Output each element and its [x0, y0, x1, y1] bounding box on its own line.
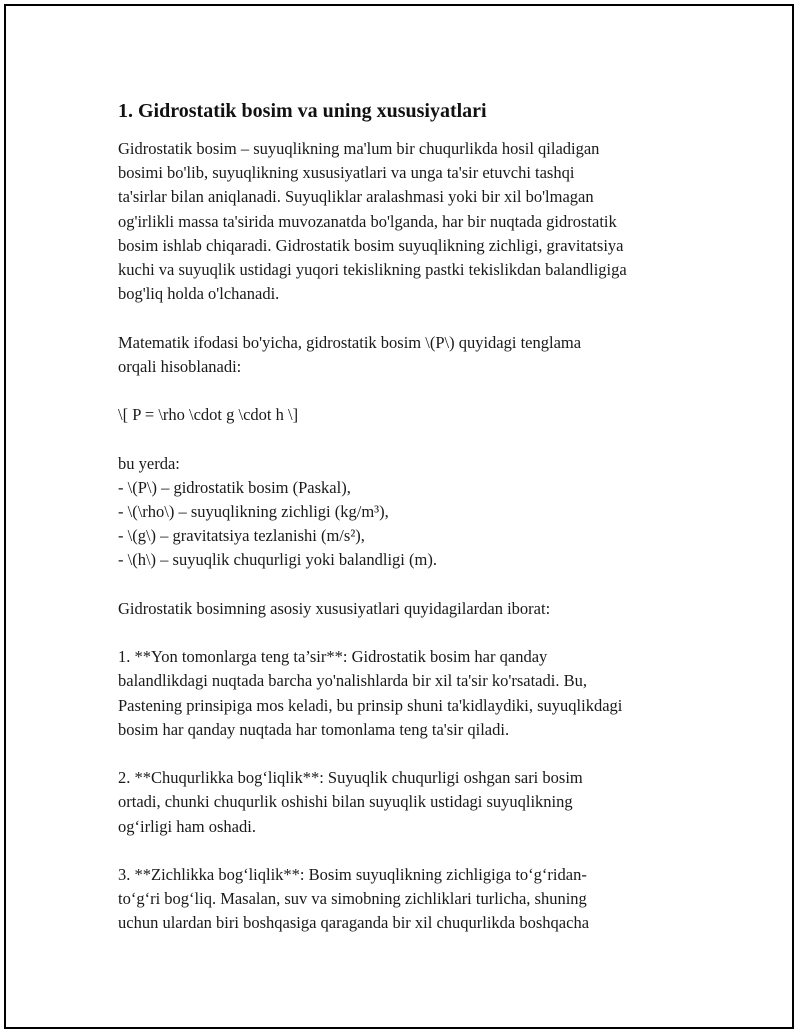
paragraph-property-2	[118, 766, 708, 839]
text-line: Pastening prinsipiga mos keladi, bu prinsip shuni ta'kidlaydiki, suyuqlikdagi	[118, 695, 623, 715]
text-line: 3. **Zichlikka bog‘liqlik**: Bosim suyuqlikning zichligiga to‘g‘ridan-	[118, 864, 587, 884]
text-line: kuchi va suyuqlik ustidagi yuqori tekislikning pastki tekislikdan balandligiga	[118, 260, 627, 280]
text-line: bosim har qanday nuqtada har tomonlama teng ta'sir qiladi.	[118, 719, 510, 739]
paragraph-formula	[118, 403, 708, 427]
text-line: ortadi, chunki chuqurlik oshishi bilan suyuqlik ustidagi suyuqlikning	[118, 792, 573, 812]
text-line: bu yerda:	[118, 453, 180, 473]
document-page	[4, 4, 794, 1029]
list-item: - \(P\) – gidrostatik bosim (Paskal),	[118, 477, 351, 497]
text-line: Gidrostatik bosimning asosiy xususiyatlari quyidagilardan iborat:	[118, 598, 551, 618]
paragraph-definition	[118, 137, 708, 306]
text-line: 2. **Chuqurlikka bog‘liqlik**: Suyuqlik chuqurligi oshgan sari bosim	[118, 768, 583, 788]
text-line: ta'sirlar bilan aniqlanadi. Suyuqliklar aralashmasi yoki bir xil bo'lmagan	[118, 187, 594, 207]
text-line: 1. **Yon tomonlarga teng ta’sir**: Gidrostatik bosim har qanday	[118, 647, 548, 667]
text-line: og‘irligi ham oshadi.	[118, 816, 256, 836]
text-line: uchun ulardan biri boshqasiga qaraganda bir xil chuqurlikda boshqacha	[118, 913, 590, 933]
section-heading: 1. Gidrostatik bosim va uning xususiyatlari	[118, 100, 487, 122]
list-item: - \(\rho\) – suyuqlikning zichligi (kg/m³),	[118, 502, 389, 521]
formula-line: \[ P = \rho \cdot g \cdot h \]	[118, 405, 299, 425]
text-line: bosimi bo'lib, suyuqlikning xususiyatlari va unga ta'sir etuvchi tashqi	[118, 163, 575, 183]
paragraph-variables	[118, 452, 708, 573]
list-item: - \(g\) – gravitatsiya tezlanishi (m/s²),	[118, 526, 365, 546]
paragraph-property-1	[118, 645, 708, 742]
text-line: Gidrostatik bosim – suyuqlikning ma'lum bir chuqurlikda hosil qiladigan	[118, 139, 600, 158]
text-line: bosim ishlab chiqaradi. Gidrostatik bosim suyuqlikning zichligi, gravitatsiya	[118, 235, 624, 255]
document-body	[118, 98, 708, 960]
text-line: balandlikdagi nuqtada barcha yo'nalishlarda bir xil ta'sir ko'rsatadi. Bu,	[118, 671, 587, 691]
text-line: og'irlikli massa ta'sirida muvozanatda bo'lganda, har bir nuqtada gidrostatik	[118, 211, 617, 231]
paragraph-formula-intro	[118, 331, 708, 379]
paragraph-property-3	[118, 863, 708, 936]
text-line: bog'liq holda o'lchanadi.	[118, 284, 280, 304]
text-line: orqali hisoblanadi:	[118, 356, 242, 376]
text-line: to‘g‘ri bog‘liq. Masalan, suv va simobning zichliklari turlicha, shuning	[118, 889, 587, 909]
paragraph-properties-intro	[118, 597, 708, 621]
list-item: - \(h\) – suyuqlik chuqurligi yoki balandligi (m).	[118, 550, 437, 570]
text-line: Matematik ifodasi bo'yicha, gidrostatik bosim \(P\) quyidagi tenglama	[118, 332, 582, 352]
